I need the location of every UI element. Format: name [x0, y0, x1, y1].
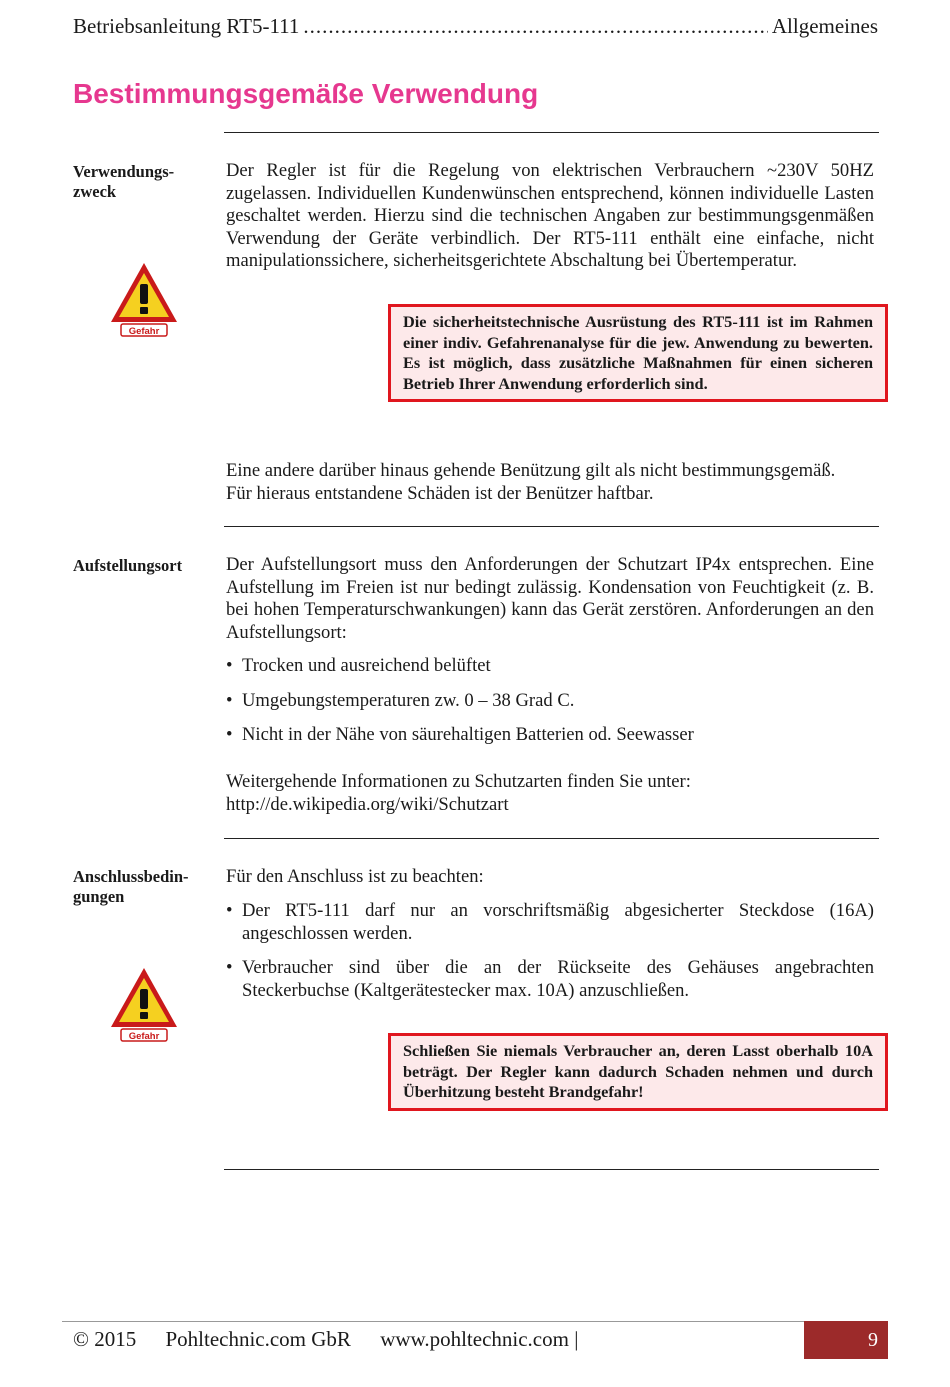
- list-item: • Umgebungstemperaturen zw. 0 – 38 Grad C.: [226, 690, 874, 713]
- section-paragraph: Für den Anschluss ist zu beachten:: [226, 866, 484, 887]
- list-item: • Verbraucher sind über die an der Rückseite des Gehäuses angebrachten Steckerbuchse (Kaltgerätestecker max. 10A) anzuschließen.: [226, 957, 874, 1002]
- icon-caption: Gefahr: [128, 326, 160, 337]
- footer-website[interactable]: www.pohltechnic.com |: [380, 1327, 579, 1351]
- section-paragraph: Der Regler ist für die Regelung von elektrischen Verbrauchern ~230V 50HZ zugelassen. Individuellen Kundenwünschen entsprechend, können individuelle Lasten geschaltet werden. Hierzu sind die technischen Angaben zur bestimmungsgenmäßen Verwendung der Geräte verbindlich. Der RT5-111 enthält eine einfache, nicht manipulationssichere, sicherheitsgerichtete Abschaltung bei Übertemperatur.: [226, 160, 874, 272]
- section-divider: [224, 1169, 879, 1170]
- requirements-list: [226, 655, 874, 759]
- section-label-anschlussbedingungen: [73, 867, 213, 907]
- list-item: • Der RT5-111 darf nur an vorschriftsmäßig abgesicherter Steckdose (16A) angeschlossen werden.: [226, 900, 874, 945]
- danger-warning-icon: [108, 260, 180, 345]
- label-line: Verwendungs-: [73, 162, 175, 181]
- header-chapter: Allgemeines: [771, 14, 878, 38]
- label-line: zweck: [73, 182, 117, 201]
- section-divider: [224, 132, 879, 133]
- list-item: • Nicht in der Nähe von säurehaltigen Batterien od. Seewasser: [226, 724, 874, 747]
- reference-url[interactable]: http://de.wikipedia.org/wiki/Schutzart: [226, 793, 509, 815]
- footer-copyright: © 2015: [73, 1327, 137, 1351]
- page-number-box: [804, 1321, 888, 1359]
- paragraph-line: Weitergehende Informationen zu Schutzarten finden Sie unter:: [226, 771, 691, 792]
- icon-caption: Gefahr: [128, 1031, 160, 1042]
- header-leader-dots: [303, 14, 767, 39]
- section-paragraph: [226, 460, 874, 505]
- label-line: Anschlussbedin-: [73, 867, 189, 886]
- section-label-verwendungszweck: [73, 162, 213, 202]
- danger-warning-icon: [108, 965, 180, 1050]
- page-number: 9: [868, 1328, 878, 1351]
- label-line: gungen: [73, 887, 125, 906]
- section-paragraph: [226, 771, 874, 816]
- header-document-title: Betriebsanleitung RT5-111: [73, 14, 300, 38]
- warning-box: Die sicherheitstechnische Ausrüstung des RT5-111 ist im Rahmen einer indiv. Gefahrenanalyse für die jew. Anwendung zu bewerten. Es ist möglich, dass zusätzliche Maßnahmen für einen sicheren Betrieb Ihrer Anwendung erforderlich sind.: [388, 304, 888, 402]
- section-label-aufstellungsort: Aufstellungsort: [73, 556, 183, 575]
- running-header: [73, 14, 878, 39]
- paragraph-line: Für hieraus entstandene Schäden ist der Benützer haftbar.: [226, 482, 654, 504]
- list-item: • Trocken und ausreichend belüftet: [226, 655, 874, 678]
- section-divider: [224, 838, 879, 839]
- section-divider: [224, 526, 879, 527]
- footer-divider: [62, 1321, 888, 1322]
- footer-company: Pohltechnic.com GbR: [165, 1327, 351, 1351]
- connection-requirements-list: [226, 900, 874, 1014]
- section-paragraph: Der Aufstellungsort muss den Anforderungen der Schutzart IP4x entsprechen. Eine Aufstellung im Freien ist nur bedingt zulässig. Kondensation von Feuchtigkeit (z. B. bei hohen Temperaturschwankungen) kann das Gerät zerstören. Anforderungen an den Aufstellungsort:: [226, 554, 874, 643]
- warning-box: Schließen Sie niemals Verbraucher an, deren Lasst oberhalb 10A beträgt. Der Regler kann dadurch Schaden nehmen und durch Überhitzung besteht Brandgefahr!: [388, 1033, 888, 1111]
- page-footer: [73, 1327, 602, 1352]
- paragraph-line: Eine andere darüber hinaus gehende Benützung gilt als nicht bestimmungsgemäß.: [226, 460, 836, 481]
- page-title: Bestimmungsgemäße Verwendung: [73, 78, 539, 109]
